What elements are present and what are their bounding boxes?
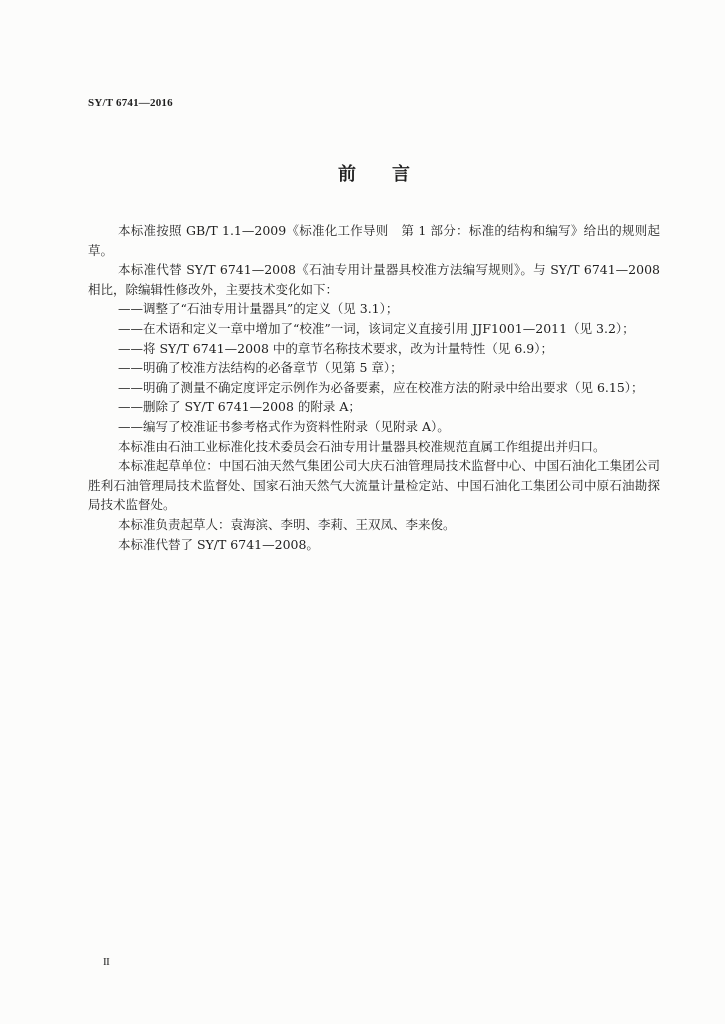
paragraph-drafting-rules: 本标准按照 GB/T 1.1—2009《标准化工作导则 第 1 部分：标准的结构和编写》给出的规则起草。 bbox=[88, 223, 660, 258]
paragraph-proposer: 本标准由石油工业标准化技术委员会石油专用计量器具校准规范直属工作组提出并归口。 bbox=[118, 438, 606, 454]
list-item: ——将 SY/T 6741—2008 中的章节名称技术要求，改为计量特性（见 6.9）； bbox=[118, 340, 554, 356]
paragraph-drafting-units: 本标准起草单位：中国石油天然气集团公司大庆石油管理局技术监督中心、中国石油化工集团公司胜利石油管理局技术监督处、国家石油天然气大流量计量检定站、中国石油化工集团公司中原石油勘探局技术监督处。 bbox=[88, 458, 660, 513]
technical-changes-list bbox=[88, 299, 660, 436]
standard-code-header: SY/T 6741—2016 bbox=[88, 97, 173, 109]
page-title: 前 言 bbox=[338, 164, 410, 185]
page-number: II bbox=[103, 956, 110, 968]
list-item: ——编写了校准证书参考格式作为资料性附录（见附录 A）。 bbox=[118, 418, 450, 434]
list-item: ——明确了校准方法结构的必备章节（见第 5 章）； bbox=[118, 360, 403, 376]
list-item: ——在术语和定义一章中增加了“校准”一词，该词定义直接引用 JJF1001—2011（见 3.2）； bbox=[118, 320, 635, 336]
list-item: ——明确了测量不确定度评定示例作为必备要素，应在校准方法的附录中给出要求（见 6.15）； bbox=[118, 379, 644, 395]
paragraph-superseded: 本标准代替了 SY/T 6741—2008。 bbox=[118, 536, 319, 552]
paragraph-drafters: 本标准负责起草人：袁海滨、李明、李莉、王双凤、李来俊。 bbox=[118, 516, 456, 532]
foreword-body bbox=[88, 221, 660, 554]
paragraph-replacement: 本标准代替 SY/T 6741—2008《石油专用计量器具校准方法编写规则》。与 SY/T 6741—2008 相比，除编辑性修改外，主要技术变化如下： bbox=[88, 262, 660, 297]
list-item: ——调整了“石油专用计量器具”的定义（见 3.1）； bbox=[118, 301, 399, 317]
list-item: ——删除了 SY/T 6741—2008 的附录 A； bbox=[118, 399, 361, 415]
